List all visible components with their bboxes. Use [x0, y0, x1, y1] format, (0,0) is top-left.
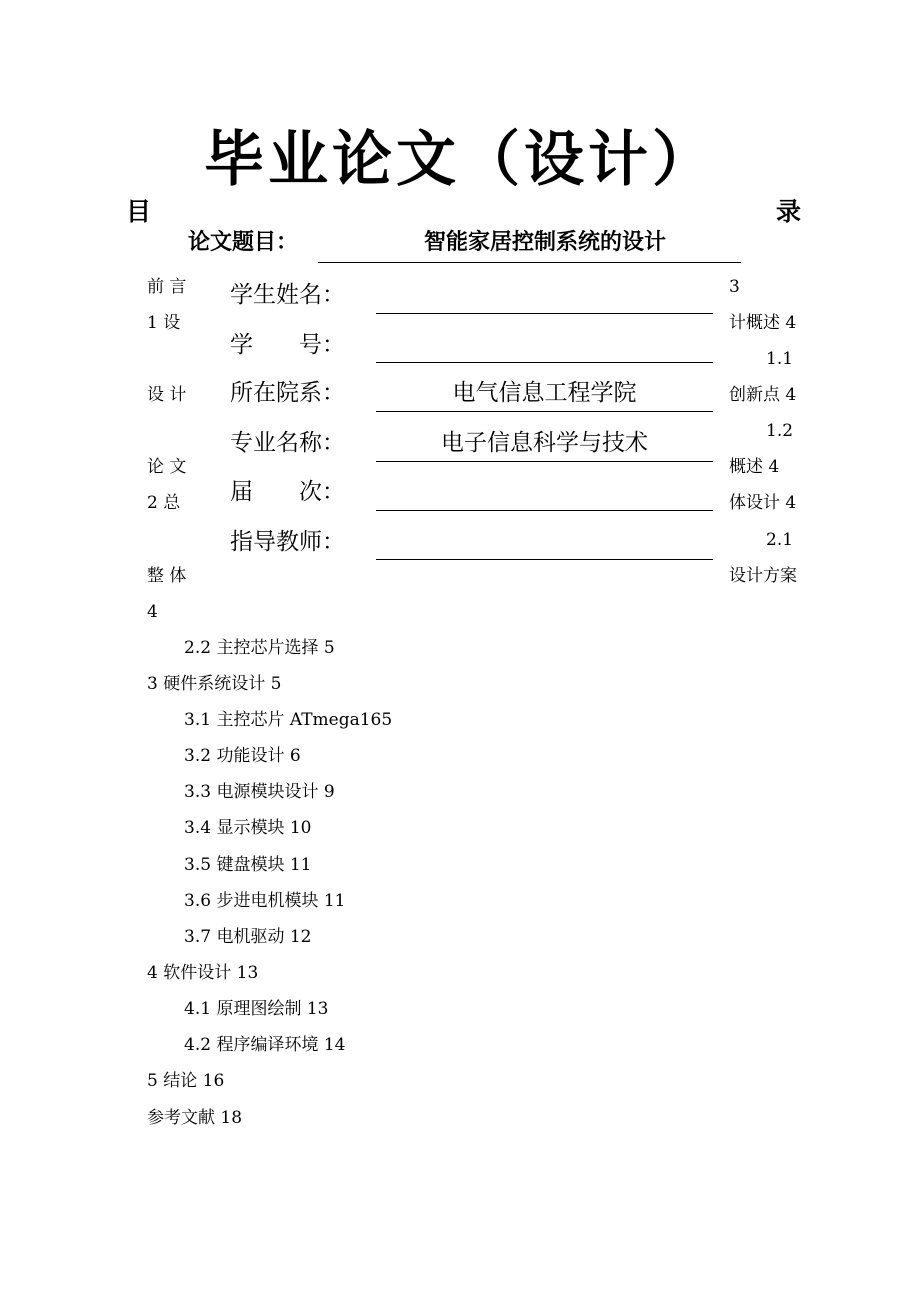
toc-fragment-right: 设计方案 — [729, 566, 797, 586]
thesis-title-label: 论文题目： — [188, 230, 299, 255]
toc-entry: 5 结论 16 — [147, 1071, 225, 1091]
field-label-session: 届 次： — [230, 479, 345, 505]
document-title: 毕业论文（设计） — [204, 125, 716, 195]
toc-fragment-right: 创新点 4 — [729, 385, 797, 405]
toc-entry: 3 硬件系统设计 5 — [147, 674, 282, 694]
toc-entry: 3.1 主控芯片 ATmega165 — [184, 710, 393, 730]
toc-fragment-right: 2.1 — [766, 530, 794, 550]
field-value-department: 电气信息工程学院 — [452, 380, 637, 406]
toc-fragment-left: 设 计 — [147, 385, 187, 405]
toc-entry: 4 软件设计 13 — [147, 963, 259, 983]
toc-entry: 4.2 程序编译环境 14 — [184, 1035, 346, 1055]
field-underline — [376, 559, 713, 560]
toc-entry: 4.1 原理图绘制 13 — [184, 999, 329, 1019]
toc-fragment-right: 计概述 4 — [729, 313, 797, 333]
toc-entry: 3.2 功能设计 6 — [184, 746, 301, 766]
toc-fragment-left: 4 — [147, 602, 158, 622]
toc-fragment-right: 1.1 — [766, 349, 794, 369]
field-label-major: 专业名称： — [230, 430, 345, 456]
toc-fragment-left: 整 体 — [147, 566, 187, 586]
thesis-title-value: 智能家居控制系统的设计 — [423, 230, 666, 255]
toc-entry: 3.6 步进电机模块 11 — [184, 891, 346, 911]
toc-fragment-left: 1 设 — [147, 313, 181, 333]
toc-fragment-right: 概述 4 — [729, 457, 780, 477]
field-label-advisor: 指导教师： — [230, 529, 345, 555]
toc-fragment-left: 2 总 — [147, 493, 181, 513]
field-value-major: 电子信息科学与技术 — [441, 430, 648, 456]
field-underline — [376, 313, 713, 314]
toc-heading-left: 目 — [126, 197, 152, 226]
toc-fragment-right: 体设计 4 — [729, 493, 797, 513]
field-label-department: 所在院系： — [230, 380, 345, 406]
field-underline — [376, 461, 713, 462]
toc-fragment-right: 1.2 — [766, 421, 794, 441]
field-underline — [376, 510, 713, 511]
thesis-title-underline — [318, 262, 741, 263]
field-underline — [376, 362, 713, 363]
field-underline — [376, 411, 713, 412]
toc-entry: 参考文献 18 — [147, 1108, 243, 1128]
toc-entry: 3.5 键盘模块 11 — [184, 855, 312, 875]
toc-fragment-left: 前 言 — [147, 277, 187, 297]
toc-entry: 3.4 显示模块 10 — [184, 818, 312, 838]
field-label-student-name: 学生姓名： — [230, 282, 345, 308]
toc-fragment-right: 3 — [729, 277, 740, 297]
toc-entry: 3.7 电机驱动 12 — [184, 927, 312, 947]
toc-fragment-left: 论 文 — [147, 457, 187, 477]
toc-heading-right: 录 — [776, 197, 802, 226]
field-label-student-id: 学 号： — [230, 332, 345, 358]
toc-entry: 2.2 主控芯片选择 5 — [184, 638, 335, 658]
toc-entry: 3.3 电源模块设计 9 — [184, 782, 335, 802]
